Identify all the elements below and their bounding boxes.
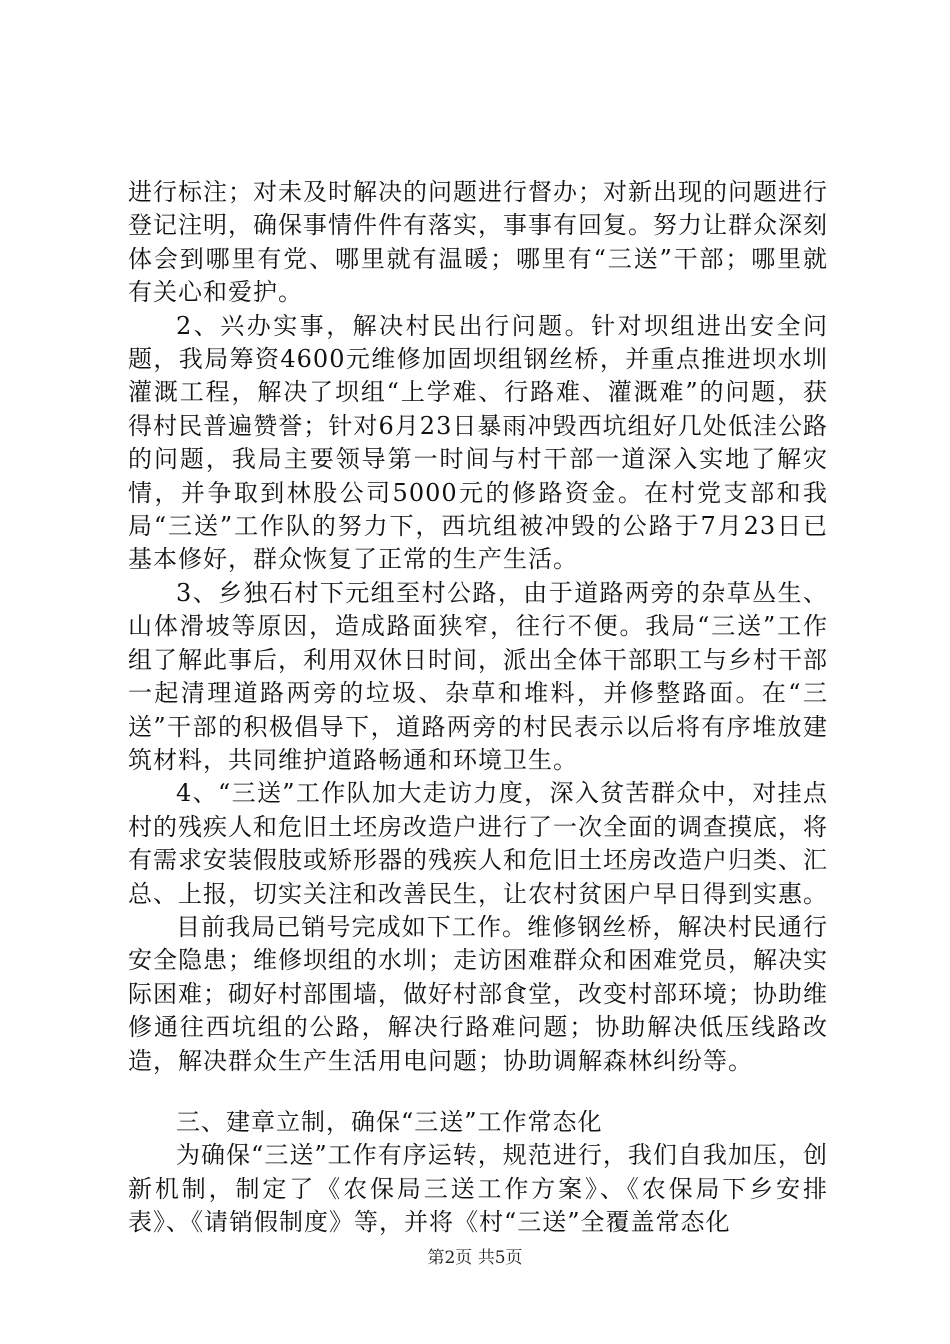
paragraph-section-intro: 为确保“三送”工作有序运转，规范进行，我们自我加压，创新机制，制定了《农保局三送工作方案》、《农保局下乡安排表》、《请销假制度》等，并将《村“三送”全覆盖常态化 — [128, 1141, 828, 1237]
paragraph-item-2: 2、兴办实事，解决村民出行问题。针对坝组进出安全问题，我局筹资4600元维修加固坝组钢丝桥，并重点推进坝水圳灌溉工程，解决了坝组“上学难、行路难、灌溉难”的问题，获得村民普遍赞誉；针对6月23日暴雨冲毁西坑组好几处低洼公路的问题，我局主要领导第一时间与村干部一道深入实地了解灾情，并争取到林股公司5000元的修路资金。在村党支部和我局“三送”工作队的努力下，西坑组被冲毁的公路于7月23日已基本修好，群众恢复了正常的生产生活。 — [128, 311, 828, 574]
paragraph-item-3: 3、乡独石村下元组至村公路，由于道路两旁的杂草丛生、山体滑坡等原因，造成路面狭窄，往行不便。我局“三送”工作组了解此事后，利用双休日时间，派出全体干部职工与乡村干部一起清理道路两旁的垃圾、杂草和堆料，并修整路面。在“三送”干部的积极倡导下，道路两旁的村民表示以后将有序堆放建筑材料，共同维护道路畅通和环境卫生。 — [128, 578, 828, 774]
section-heading: 三、建章立制，确保“三送”工作常态化 — [176, 1107, 603, 1136]
paragraph-continuation: 进行标注；对未及时解决的问题进行督办；对新出现的问题进行登记注明，确保事情件件有落实，事事有回复。努力让群众深刻体会到哪里有党、哪里就有温暖；哪里有“三送”干部；哪里就有关心和爱护。 — [128, 178, 828, 307]
paragraph-summary: 目前我局已销号完成如下工作。维修钢丝桥，解决村民通行安全隐患；维修坝组的水圳；走访困难群众和困难党员，解决实际困难；砌好村部围墙，做好村部食堂，改变村部环境；协助维修通往西坑组的公路，解决行路难问题；协助解决低压线路改造，解决群众生产生活用电问题；协助调解森林纠纷等。 — [128, 912, 828, 1075]
paragraph-item-4: 4、“三送”工作队加大走访力度，深入贫苦群众中，对挂点村的残疾人和危旧土坯房改造户进行了一次全面的调查摸底，将有需求安装假肢或矫形器的残疾人和危旧土坯房改造户归类、汇总、上报，切实关注和改善民生，让农村贫困户早日得到实惠。 — [128, 779, 828, 908]
document-body — [128, 176, 828, 1240]
page-footer: 第2页 共5页 — [427, 1248, 523, 1268]
